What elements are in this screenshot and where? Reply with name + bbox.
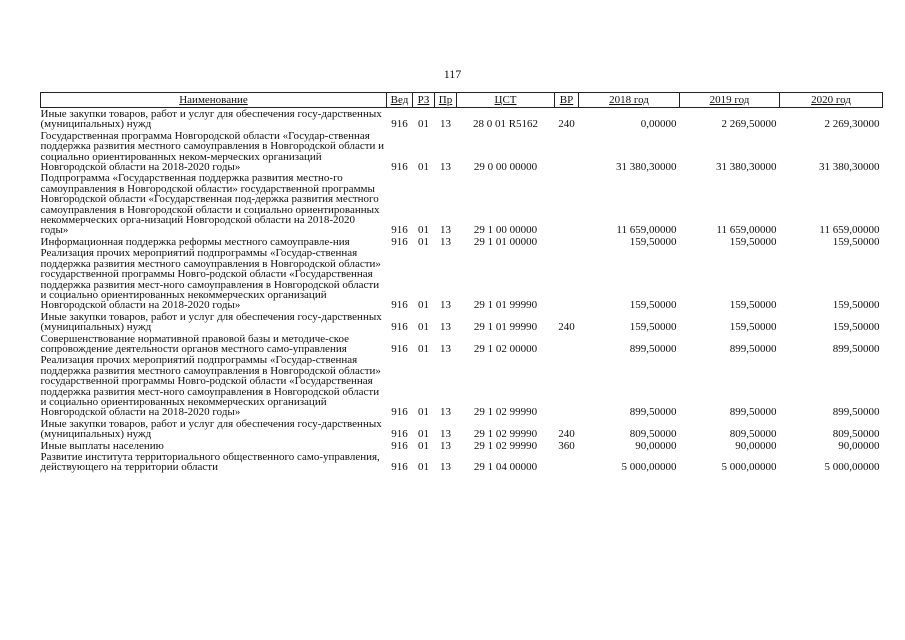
cell-cst: 28 0 01 R5162	[472, 118, 539, 131]
cell-2020: 11 659,00000	[819, 224, 880, 237]
cell-vr	[555, 354, 579, 417]
cell-rz: 01	[418, 321, 429, 334]
cell-cst: 29 1 01 00000	[473, 235, 538, 248]
table-row	[41, 247, 883, 310]
cell-2020: 2 269,30000	[824, 118, 880, 131]
column-header-pr: Пр	[435, 93, 457, 108]
cell-vr	[555, 236, 579, 247]
cell-2019: 31 380,30000	[716, 161, 777, 174]
cell-rz: 01	[418, 439, 429, 452]
table-row	[41, 440, 883, 451]
cell-name: Иные закупки товаров, работ и услуг для обеспечения госу-дарственных (муниципальных) нужд	[40, 310, 382, 334]
table-row	[41, 333, 883, 355]
cell-ved: 916	[391, 439, 408, 452]
column-header-2020: 2020 год	[780, 93, 883, 108]
table-row	[41, 311, 883, 333]
cell-2019: 2 269,50000	[721, 118, 777, 131]
cell-ved: 916	[391, 161, 408, 174]
cell-rz: 01	[418, 406, 429, 419]
cell-2018: 0,00000	[640, 118, 677, 131]
cell-vr: 240	[558, 118, 575, 131]
cell-2020: 5 000,00000	[824, 461, 880, 474]
cell-2020: 899,50000	[832, 406, 880, 419]
column-header-ved: Вед	[387, 93, 413, 108]
cell-name: Совершенствование нормативной правовой базы и методиче-ское сопровождение деятельности органов местного само-управления	[40, 332, 350, 355]
cell-ved: 916	[391, 321, 408, 334]
cell-vr	[555, 130, 579, 173]
cell-2019: 809,50000	[729, 428, 777, 441]
cell-cst: 29 1 02 99990	[473, 439, 538, 452]
cell-ved: 916	[391, 406, 408, 419]
cell-2020: 809,50000	[832, 428, 880, 441]
cell-cst: 29 1 02 99990	[473, 406, 538, 419]
cell-2020: 159,50000	[832, 299, 880, 312]
cell-name: Иные закупки товаров, работ и услуг для обеспечения госу-дарственных (муниципальных) нужд	[40, 108, 382, 131]
cell-vr: 240	[558, 321, 575, 334]
cell-vr: 360	[558, 439, 575, 452]
table-row	[41, 418, 883, 440]
cell-name: Реализация прочих мероприятий подпрограммы «Государ-ственная поддержка развития местного самоуправления в Новгородской области» государственной программы Новго-родской области «Государственная поддержка развития мест-ного самоуправления в Новгородской области и социально ориентированных некоммерческих организаций Новгородской области на 2018-2020 годы»	[40, 247, 381, 312]
cell-rz: 01	[418, 461, 429, 474]
cell-vr	[555, 451, 579, 473]
cell-2019: 90,00000	[735, 439, 777, 452]
column-header-2019: 2019 год	[680, 93, 780, 108]
cell-pr: 13	[440, 428, 451, 441]
cell-ved: 916	[391, 428, 408, 441]
cell-pr: 13	[440, 439, 451, 452]
cell-pr: 13	[440, 342, 451, 355]
cell-2020: 31 380,30000	[819, 161, 880, 174]
cell-2019: 899,50000	[729, 406, 777, 419]
cell-2020: 899,50000	[832, 342, 880, 355]
column-header-cst: ЦСТ	[457, 93, 555, 108]
column-header-vr: ВР	[555, 93, 579, 108]
cell-2018: 159,50000	[629, 321, 677, 334]
cell-2018: 159,50000	[629, 235, 677, 248]
cell-pr: 13	[440, 321, 451, 334]
cell-2018: 11 659,00000	[616, 224, 677, 237]
cell-rz: 01	[418, 161, 429, 174]
cell-ved: 916	[391, 342, 408, 355]
table-row	[41, 172, 883, 235]
cell-rz: 01	[418, 224, 429, 237]
cell-name: Развитие института территориального общественного само-управления, действующего на территории области	[40, 451, 380, 474]
cell-ved: 916	[391, 299, 408, 312]
cell-2020: 159,50000	[832, 235, 880, 248]
cell-name: Иные выплаты населению	[40, 439, 164, 452]
cell-ved: 916	[391, 224, 408, 237]
cell-pr: 13	[440, 406, 451, 419]
cell-pr: 13	[440, 235, 451, 248]
cell-name: Подпрограмма «Государственная поддержка развития местно-го самоуправления в Новгородской области» государственной программы Новгородской области «Государственная под-держка развития местного самоуправления в Новгородской области и социально ориентированных некоммерческих орга-низаций Новгородской области на 2018-2020 годы»	[40, 172, 380, 237]
table-header-row	[41, 93, 883, 108]
budget-table	[40, 92, 883, 473]
table-row	[41, 108, 883, 130]
cell-cst: 29 0 00 00000	[473, 161, 538, 174]
table-row	[41, 236, 883, 247]
cell-rz: 01	[418, 428, 429, 441]
table-row	[41, 354, 883, 417]
table-body	[41, 108, 883, 473]
cell-pr: 13	[440, 118, 451, 131]
cell-2019: 159,50000	[729, 321, 777, 334]
cell-rz: 01	[418, 118, 429, 131]
cell-2020: 90,00000	[838, 439, 880, 452]
cell-2018: 31 380,30000	[616, 161, 677, 174]
cell-2018: 899,50000	[629, 406, 677, 419]
cell-rz: 01	[418, 235, 429, 248]
cell-cst: 29 1 04 00000	[473, 461, 538, 474]
cell-name: Реализация прочих мероприятий подпрограммы «Государ-ственная поддержка развития местного самоуправления в Новгородской области» государственной программы Новго-родской области «Государственная поддержка развития мест-ного самоуправления в Новгородской области и социально ориентированных некоммерческих организаций Новгородской области на 2018-2020 годы»	[40, 354, 381, 419]
cell-ved: 916	[391, 461, 408, 474]
cell-vr	[555, 333, 579, 355]
cell-2020: 159,50000	[832, 321, 880, 334]
cell-pr: 13	[440, 224, 451, 237]
page-number: 117	[443, 67, 462, 81]
cell-name: Информационная поддержка реформы местного самоуправле-ния	[40, 235, 350, 248]
cell-2018: 899,50000	[629, 342, 677, 355]
cell-cst: 29 1 01 99990	[473, 321, 538, 334]
cell-cst: 29 1 00 00000	[473, 224, 538, 237]
cell-name: Иные закупки товаров, работ и услуг для обеспечения госу-дарственных (муниципальных) нужд	[40, 417, 382, 441]
cell-2019: 5 000,00000	[721, 461, 777, 474]
cell-2018: 5 000,00000	[621, 461, 677, 474]
cell-pr: 13	[440, 461, 451, 474]
cell-vr	[555, 172, 579, 235]
cell-2018: 90,00000	[635, 439, 677, 452]
table-row	[41, 451, 883, 473]
cell-rz: 01	[418, 299, 429, 312]
cell-rz: 01	[418, 342, 429, 355]
cell-2019: 899,50000	[729, 342, 777, 355]
cell-cst: 29 1 02 99990	[473, 428, 538, 441]
cell-2018: 159,50000	[629, 299, 677, 312]
cell-2019: 159,50000	[729, 299, 777, 312]
cell-pr: 13	[440, 299, 451, 312]
cell-cst: 29 1 02 00000	[473, 342, 538, 355]
column-header-name: Наименование	[41, 93, 387, 108]
cell-vr: 240	[558, 428, 575, 441]
cell-pr: 13	[440, 161, 451, 174]
cell-ved: 916	[391, 118, 408, 131]
cell-cst: 29 1 01 99990	[473, 299, 538, 312]
cell-name: Государственная программа Новгородской области «Государ-ственная поддержка развития местного самоуправления в Новгородской области и социально ориентированных неком-мерческих организаций Новгородской области на 2018-2020 годы»	[40, 129, 385, 174]
cell-2019: 11 659,00000	[716, 224, 777, 237]
column-header-rz: РЗ	[413, 93, 435, 108]
cell-2018: 809,50000	[629, 428, 677, 441]
cell-2019: 159,50000	[729, 235, 777, 248]
cell-ved: 916	[391, 235, 408, 248]
table-row	[41, 130, 883, 173]
cell-vr	[555, 247, 579, 310]
column-header-2018: 2018 год	[579, 93, 680, 108]
